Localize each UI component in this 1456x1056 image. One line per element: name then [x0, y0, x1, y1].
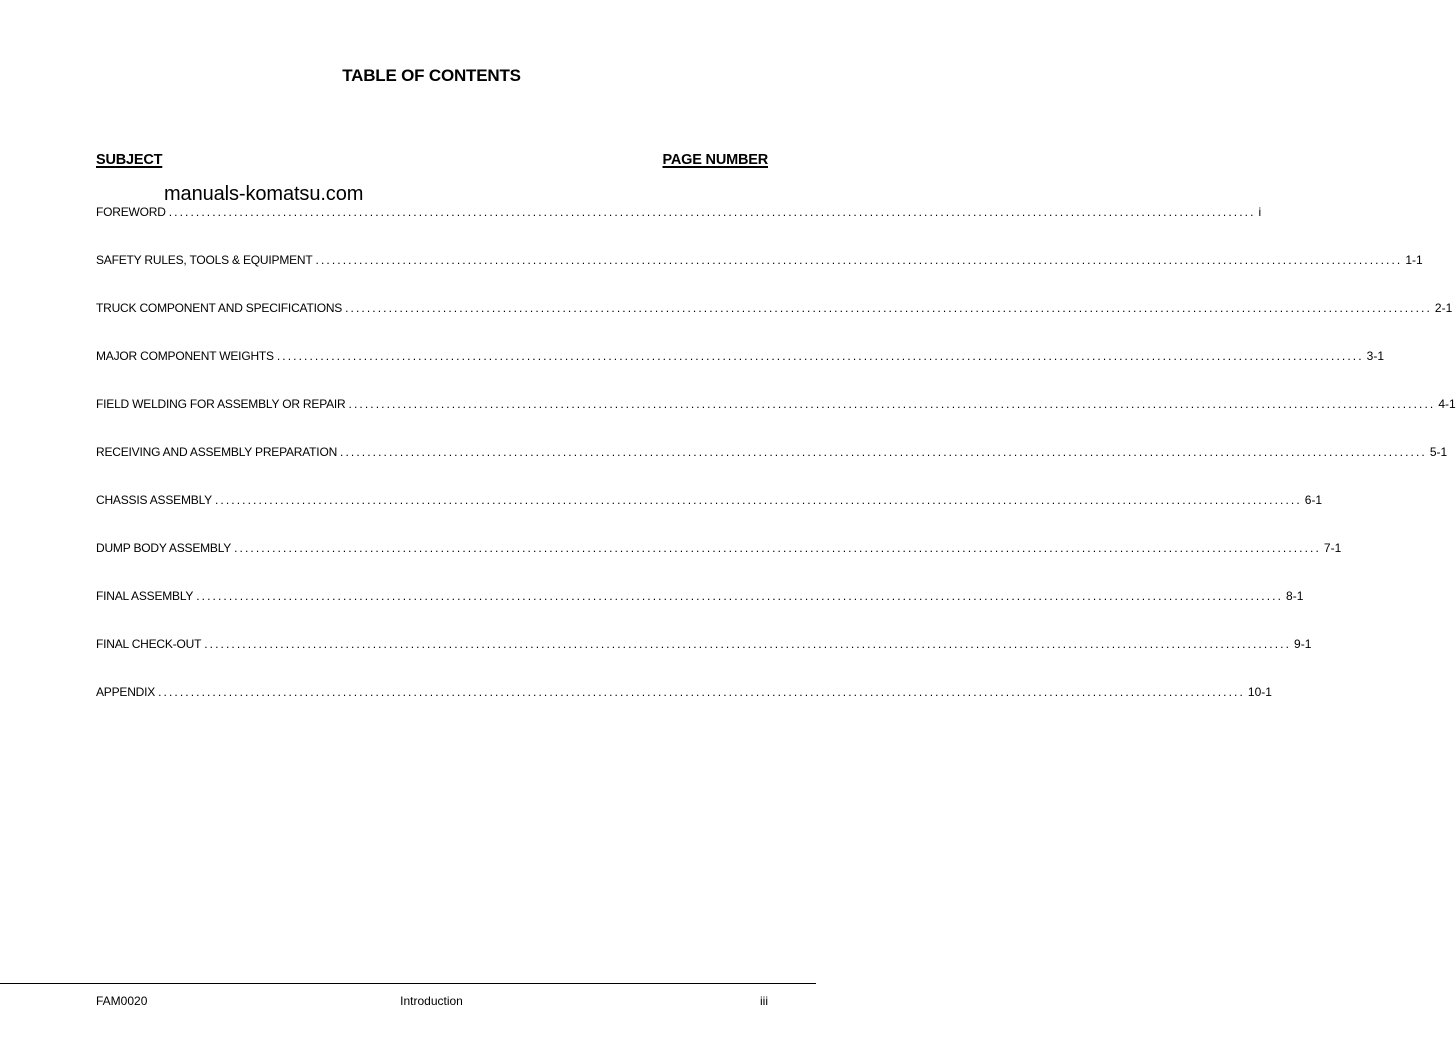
toc-entry-safety-rules[interactable] — [96, 252, 1423, 268]
toc-entry-page: 6-1 — [1304, 493, 1323, 507]
toc-entry-label: CHASSIS ASSEMBLY — [96, 493, 212, 507]
toc-entry-dump-body[interactable] — [96, 540, 1342, 556]
toc-entry-page: 10-1 — [1247, 685, 1272, 699]
subject-column-header: SUBJECT — [96, 152, 163, 168]
toc-entry-label: FIELD WELDING FOR ASSEMBLY OR REPAIR — [96, 397, 346, 411]
dot-leader: ........................................................................................................................................................................................................ — [158, 685, 1245, 699]
toc-entry-chassis-assembly[interactable] — [96, 492, 1323, 508]
page-number-column-header: PAGE NUMBER — [662, 152, 768, 168]
dot-leader: ........................................................................................................................................................................................................ — [276, 349, 1364, 363]
toc-entry-final-assembly[interactable] — [96, 588, 1304, 604]
dot-leader: ........................................................................................................................................................................................................ — [168, 205, 1256, 219]
footer-page-number: iii — [760, 994, 768, 1008]
dot-leader: ........................................................................................................................................................................................................ — [214, 493, 1302, 507]
toc-entry-label: DUMP BODY ASSEMBLY — [96, 541, 232, 555]
toc-entry-page: 2-1 — [1434, 301, 1453, 315]
toc-entry-page: 9-1 — [1294, 637, 1312, 651]
toc-entry-label: TRUCK COMPONENT AND SPECIFICATIONS — [96, 301, 343, 315]
dot-leader: ........................................................................................................................................................................................................ — [340, 445, 1427, 459]
toc-entry-label: RECEIVING AND ASSEMBLY PREPARATION — [96, 445, 338, 459]
toc-entry-page: i — [1258, 205, 1262, 219]
toc-entry-page: 4-1 — [1438, 397, 1456, 411]
toc-entry-final-check-out[interactable] — [96, 636, 1312, 652]
toc-entry-receiving-assembly[interactable] — [96, 444, 1448, 460]
footer-section-name: Introduction — [400, 994, 463, 1008]
toc-entry-page: 8-1 — [1286, 589, 1304, 603]
footer-divider — [0, 983, 816, 984]
toc-entry-label: FINAL CHECK-OUT — [96, 637, 202, 651]
toc-entry-label: FINAL ASSEMBLY — [96, 589, 194, 603]
toc-entry-appendix[interactable] — [96, 684, 1272, 700]
toc-entry-page: 1-1 — [1405, 253, 1423, 267]
toc-entry-label: FOREWORD — [96, 205, 166, 219]
toc-entry-label: APPENDIX — [96, 685, 156, 699]
dot-leader: ........................................................................................................................................................................................................ — [345, 301, 1432, 315]
toc-entry-label: MAJOR COMPONENT WEIGHTS — [96, 349, 274, 363]
toc-entry-page: 5-1 — [1429, 445, 1448, 459]
dot-leader: ........................................................................................................................................................................................................ — [196, 589, 1284, 603]
watermark-text: manuals-komatsu.com — [164, 183, 364, 205]
toc-entry-field-welding[interactable] — [96, 396, 1456, 412]
toc-entry-page: 7-1 — [1323, 541, 1342, 555]
toc-entry-component-weights[interactable] — [96, 348, 1384, 364]
dot-leader: ........................................................................................................................................................................................................ — [348, 397, 1436, 411]
toc-entry-label: SAFETY RULES, TOOLS & EQUIPMENT — [96, 253, 313, 267]
page-title: TABLE OF CONTENTS — [342, 66, 521, 85]
dot-leader: ........................................................................................................................................................................................................ — [315, 253, 1403, 267]
toc-entry-truck-component[interactable] — [96, 300, 1453, 316]
toc-entry-foreword[interactable] — [96, 204, 1262, 220]
dot-leader: ........................................................................................................................................................................................................ — [234, 541, 1321, 555]
toc-entry-page: 3-1 — [1366, 349, 1384, 363]
dot-leader: ........................................................................................................................................................................................................ — [204, 637, 1292, 651]
footer-document-code: FAM0020 — [96, 994, 148, 1008]
